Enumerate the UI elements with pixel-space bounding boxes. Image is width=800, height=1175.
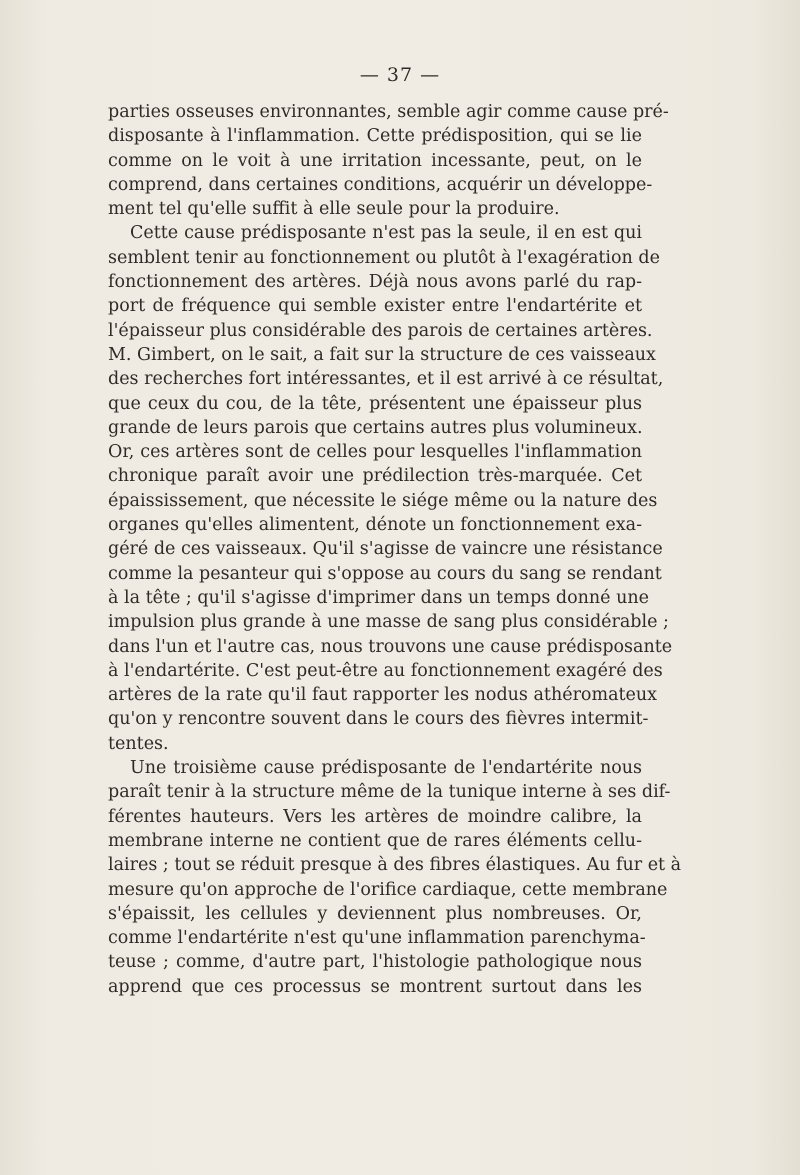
text-line: qu'on y rencontre souvent dans le cours des fièvres intermit- — [108, 709, 649, 730]
page-number: — 37 — — [359, 64, 441, 86]
text-line: ment tel qu'elle suffit à elle seule pour la produire. — [108, 199, 560, 220]
text-line: Une troisième cause prédisposante de l'endartérite nous — [130, 758, 642, 779]
text-line: semblent tenir au fonctionnement ou plutôt à l'exagération de — [108, 247, 660, 268]
text-line: tentes. — [108, 733, 169, 754]
text-line: que ceux du cou, de la tête, présentent une épaisseur plus — [108, 393, 642, 414]
text-line: artères de la rate qu'il faut rapporter les nodus athéromateux — [108, 685, 658, 706]
text-line: dans l'un et l'autre cas, nous trouvons une cause prédisposante — [108, 636, 673, 657]
text-line: l'épaisseur plus considérable des parois de certaines artères. — [108, 320, 653, 341]
text-line: Cette cause prédisposante n'est pas la seule, il en est qui — [130, 223, 642, 244]
text-line: laires ; tout se réduit presque à des fibres élastiques. Au fur et à — [108, 855, 682, 876]
text-line: paraît tenir à la structure même de la tunique interne à ses dif- — [108, 782, 671, 803]
text-line: férentes hauteurs. Vers les artères de moindre calibre, la — [108, 806, 642, 827]
text-line: à l'endartérite. C'est peut-être au fonctionnement exagéré des — [108, 660, 663, 681]
text-line: géré de ces vaisseaux. Qu'il s'agisse de vaincre une résistance — [108, 539, 663, 560]
text-line: comme la pesanteur qui s'oppose au cours du sang se rendant — [108, 563, 662, 584]
text-line: M. Gimbert, on le sait, a fait sur la structure de ces vaisseaux — [108, 344, 656, 365]
text-line: à la tête ; qu'il s'agisse d'imprimer dans un temps donné une — [108, 587, 649, 608]
text-line: port de fréquence qui semble exister entre l'endartérite et — [108, 296, 642, 317]
text-line: Or, ces artères sont de celles pour lesquelles l'inflammation — [108, 442, 642, 463]
text-line: fonctionnement des artères. Déjà nous avons parlé du rap- — [108, 272, 642, 293]
text-line: s'épaissit, les cellules y deviennent plus nombreuses. Or, — [108, 903, 642, 924]
text-line: parties osseuses environnantes, semble agir comme cause pré- — [108, 102, 669, 122]
text-line: membrane interne ne contient que de rares éléments cellu- — [108, 830, 642, 851]
text-line: disposante à l'inflammation. Cette prédisposition, qui se lie — [108, 126, 642, 147]
text-line: comprend, dans certaines conditions, acquérir un développe- — [108, 174, 653, 195]
text-line: apprend que ces processus se montrent surtout dans les — [108, 976, 642, 997]
text-line: impulsion plus grande à une masse de sang plus considérable ; — [108, 612, 669, 633]
text-line: organes qu'elles alimentent, dénote un fonctionnement exa- — [108, 515, 642, 536]
text-line: des recherches fort intéressantes, et il est arrivé à ce résultat, — [108, 369, 664, 390]
text-line: teuse ; comme, d'autre part, l'histologie pathologique nous — [108, 952, 642, 973]
text-line: grande de leurs parois que certains autres plus volumineux. — [108, 417, 643, 438]
text-line: épaississement, que nécessite le siége même ou la nature des — [108, 490, 658, 511]
text-line: comme on le voit à une irritation incessante, peut, on le — [108, 150, 642, 171]
text-line: chronique paraît avoir une prédilection très-marquée. Cet — [108, 466, 642, 487]
text-line: mesure qu'on approche de l'orifice cardiaque, cette membrane — [108, 879, 668, 900]
text-line: comme l'endartérite n'est qu'une inflammation parenchyma- — [108, 928, 646, 949]
body-text — [108, 100, 682, 999]
